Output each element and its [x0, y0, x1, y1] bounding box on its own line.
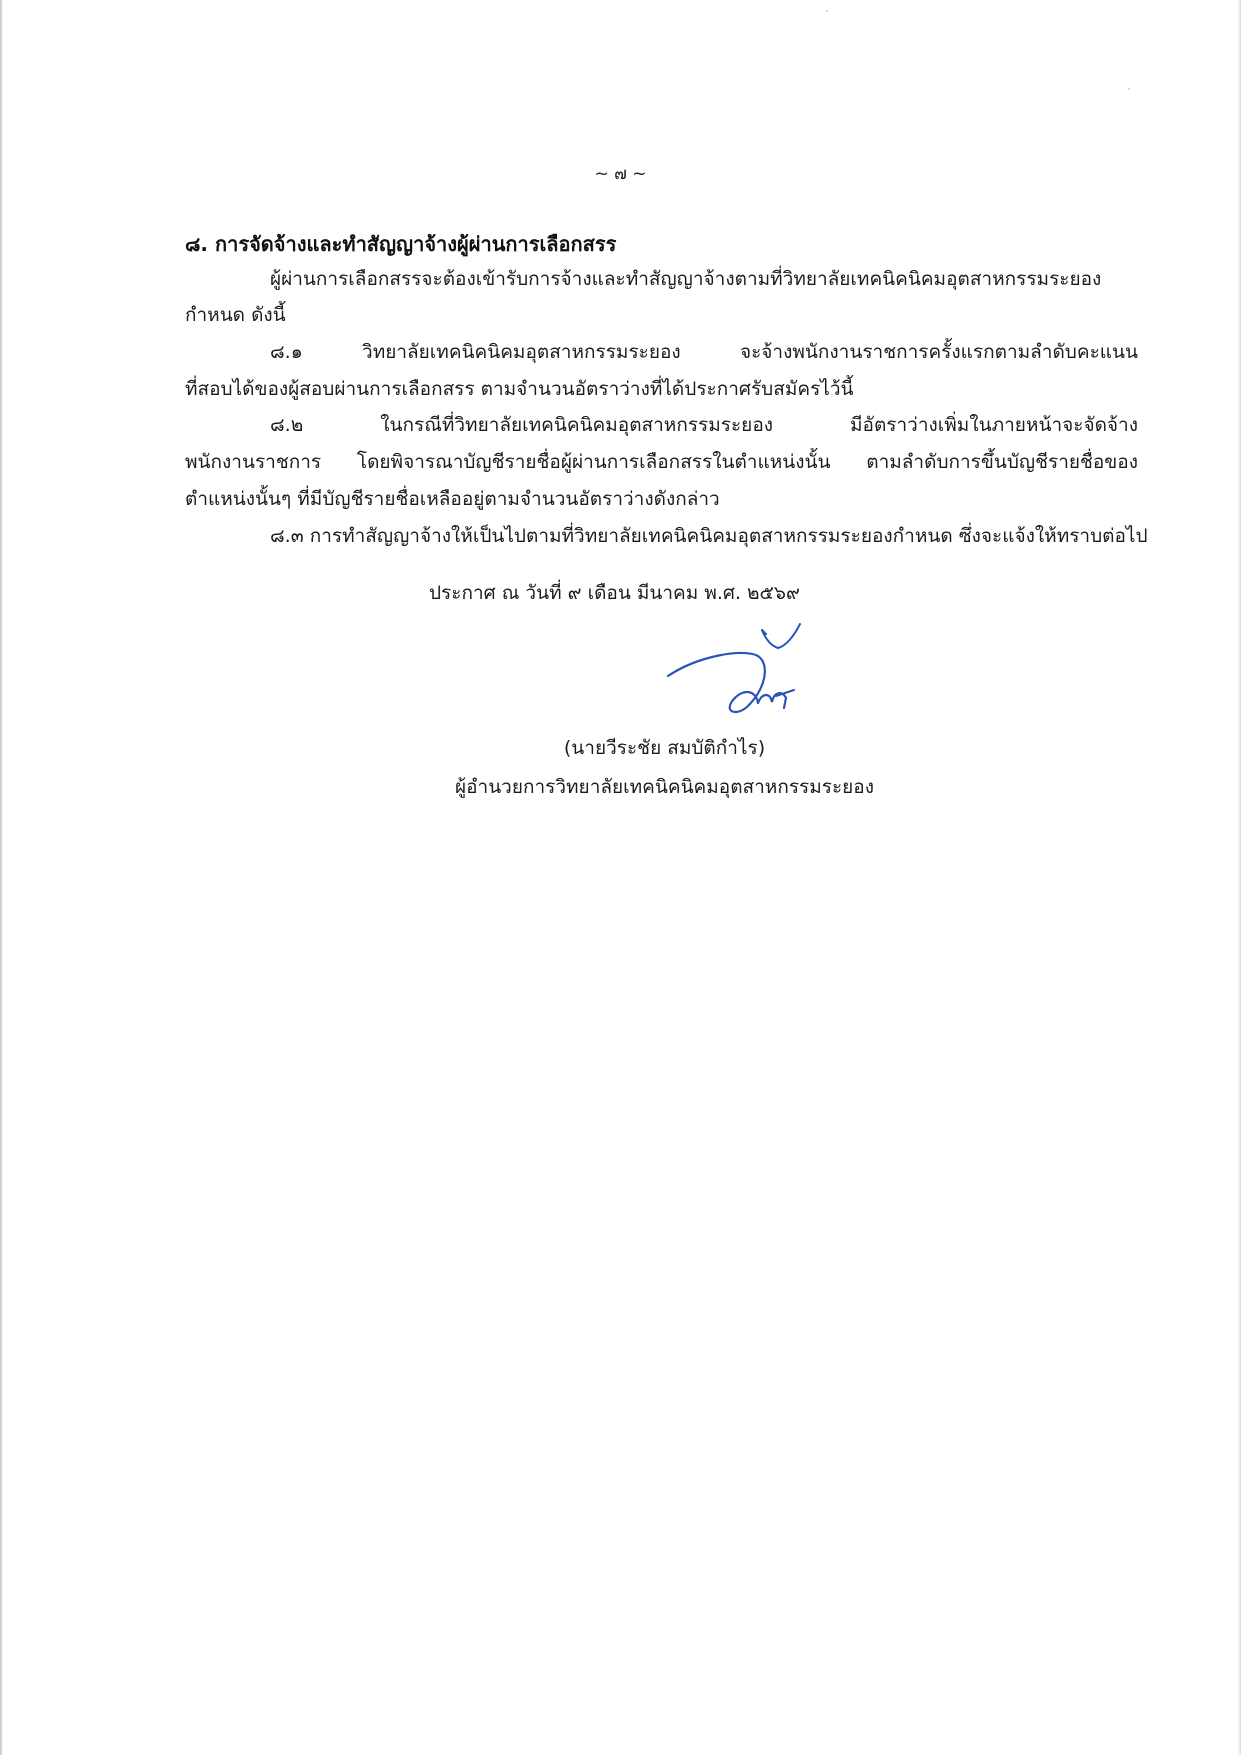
- item-8-1-line-2: ที่สอบได้ของผู้สอบผ่านการเลือกสรร ตามจำนวนอัตราว่างที่ได้ประกาศรับสมัครไว้นี้: [185, 378, 854, 400]
- page-number: ~ ๗ ~: [594, 164, 647, 184]
- item-8-3-line-1: ๘.๓ การทำสัญญาจ้างให้เป็นไปตามที่วิทยาลัยเทคนิคนิคมอุตสาหกรรมระยองกำหนด ซึ่งจะแจ้งให้ทราบต่อไป: [270, 525, 1148, 547]
- intro-line-2: กำหนด ดังนี้: [185, 304, 286, 326]
- scan-speck: [826, 10, 828, 12]
- page-edge-left: [0, 0, 3, 1755]
- signer-name: (นายวีระชัย สมบัติกำไร): [563, 737, 766, 759]
- scan-speck: [1128, 88, 1130, 90]
- item-8-1-line-1: ๘.๑ วิทยาลัยเทคนิคนิคมอุตสาหกรรมระยอง จะจ้างพนักงานราชการครั้งแรกตามลำดับคะแนน: [270, 341, 1138, 363]
- announcement-date: ประกาศ ณ วันที่ ๙ เดือน มีนาคม พ.ศ. ๒๕๖๙: [429, 582, 800, 604]
- intro-line-1: ผู้ผ่านการเลือกสรรจะต้องเข้ารับการจ้างและทำสัญญาจ้างตามที่วิทยาลัยเทคนิคนิคมอุตสาหกรรมระยอง: [270, 268, 1102, 290]
- signature-image: [658, 618, 808, 718]
- signer-title: ผู้อำนวยการวิทยาลัยเทคนิคนิคมอุตสาหกรรมระยอง: [454, 776, 874, 798]
- item-8-2-line-2: พนักงานราชการ โดยพิจารณาบัญชีรายชื่อผู้ผ่านการเลือกสรรในตำแหน่งนั้น ตามลำดับการขึ้นบัญชีรายชื่อของ: [185, 451, 1138, 473]
- item-8-2-line-3: ตำแหน่งนั้นๆ ที่มีบัญชีรายชื่อเหลืออยู่ตามจำนวนอัตราว่างดังกล่าว: [185, 488, 720, 510]
- item-8-2-line-1: ๘.๒ ในกรณีที่วิทยาลัยเทคนิคนิคมอุตสาหกรรมระยอง มีอัตราว่างเพิ่มในภายหน้าจะจัดจ้าง: [270, 414, 1138, 436]
- section-heading: ๘. การจัดจ้างและทำสัญญาจ้างผู้ผ่านการเลือกสรร: [185, 232, 617, 256]
